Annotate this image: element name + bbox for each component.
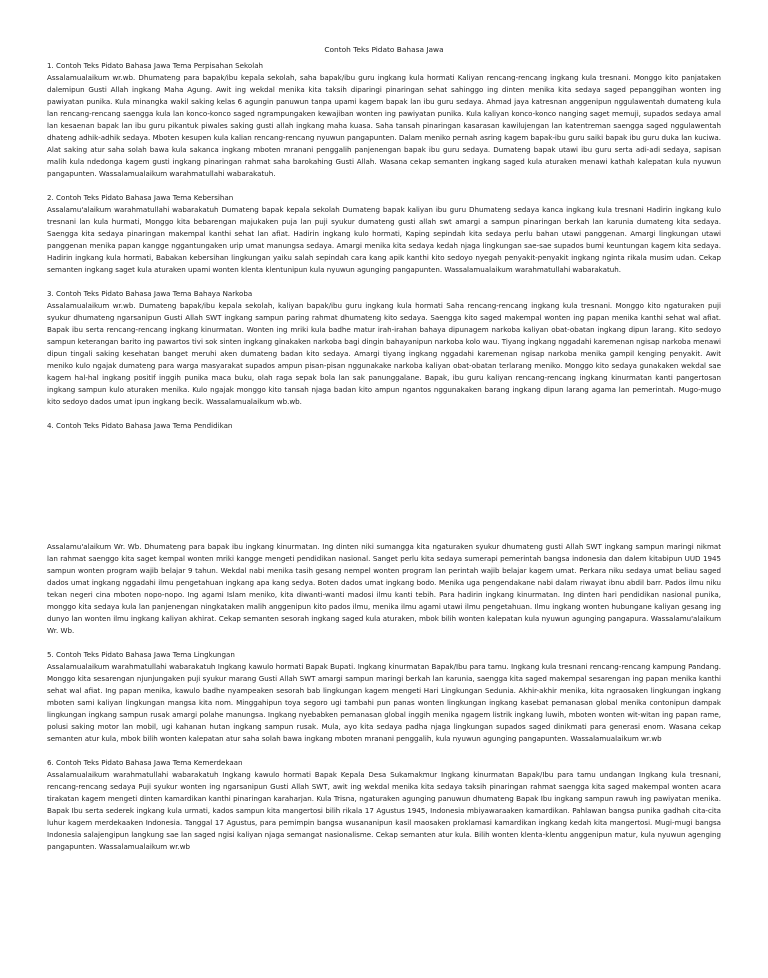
paragraph-gap [47, 180, 721, 192]
paragraph-gap [47, 637, 721, 649]
document-title: Contoh Teks Pidato Bahasa Jawa [324, 45, 444, 54]
paragraph-gap [47, 745, 721, 757]
section-body: Assalamualaikum wr.wb. Dumateng bapak/ibu kepala sekolah, kaliyan bapak/ibu guru ingkang kula hormati Saha rencang-rencang ingkang kula tresnani. Monggo kito ngaturaken puji syukur dhumateng ngarsanipun Gusti Allah SWT ingkang sampun paring rahmat dhumateng kito sedaya. Saengga kito saged makempal wonten ing papan menika kanthi sehat wal afiat. Bapak ibu serta rencang-rencang ingkang kinurmatan. Wonten ing mriki kula badhe matur irah-irahan bahaya dipunagem narkoba kaliyan obat-obatan ingkang dipun larang. Kito sedoyo sampun keterangan barito ing pawartos tivi sok sinten ingkang ginakaken narkoba bagi dingin bahayanipun narkoba kolo wau. Tiyang ingkang nggadahi karemenan ngisap narkoba menawi dipun tingali saking kesehatan banget meruhi aken dumateng badan kito sedaya. Amargi tiyang ingkang nggadahi karemenan ngisap narkoba menika gampil kenging penyakit. Awit meniko kulo ngajak dumateng para warga masyarakat supados ampun pisan-pisan nggunakake narkoba kaliyan obat-obatan terlarang meniko. Monggo kito sedaya gunakaken wekdal sae kagem hal-hal ingkang positif inggih punika maca buku, olah raga sepak bola lan sak panunggalane. Bapak, ibu guru kaliyan rencang-rencang ingkang kinurmatan kanti pangertosan ingkang sampun kulo aturaken menika. Kulo ngajak monggo kito tansah njaga badan kito ampun ngantos nggunakaken barang ingkang dipun larang agama lan pemerintah. Mugo-mugo kito sedoyo dados umat ipun ingkang becik. Wassalamualaikum wb.wb. [47, 301, 721, 406]
section-body: Assalamualaikum warahmatullahi wabarakatuh Ingkang kawulo hormati Bapak Kepala Desa Sukamakmur Ingkang kinurmatan Bapak/Ibu para tamu undangan Ingkang kula tresnani, rencang-rencang sedaya Puji syukur wonten ing ngarsanipun Gusti Allah SWT, awit ing wekdal menika kita sedaya taksih pinaringan rahmat saengga kita saged makempal wonten acara tirakatan kagem mengeti dinten kamardikan kanthi pinaringan karaharjan. Kula Trisna, ngaturaken agunging panuwun dhumateng Bapak Ibu ingkang sampun rawuh ing pawiyatan menika. Bapak Ibu serta sederek ingkang kula urmati, kados sampun kita mangertosi bilih rikala 17 Agustus 1945, Indonesia mbiyawaraaken kamardikan. Pahlawan bangsa punika gadhah cita-cita luhur kagem merdekaaken Indonesia. Tanggal 17 Agustus, para pemimpin bangsa wusananipun kasil maosaken proklamasi kamardikan ingkang kedah kita mangertosi. Mugi-mugi bangsa Indonesia salajengipun langkung sae lan saged ngisi kaliyan njaga semangat nasionalisme. Cekap semanten atur kula. Bilih wonten klenta-klentu anggenipun matur, kula nyuwun agenging pangapunten. Wassalamualaikum wr.wb [47, 770, 721, 851]
section-bahaya-narkoba [47, 288, 721, 408]
section-heading: 2. Contoh Teks Pidato Bahasa Jawa Tema Kebersihan [47, 193, 234, 202]
paragraph-gap [47, 408, 721, 420]
section-perpisahan-sekolah [47, 60, 721, 180]
section-lingkungan [47, 649, 721, 745]
section-body: Assalamualaikum warahmatullahi wabarakatuh Ingkang kawulo hormati Bapak Bupati. Ingkang kinurmatan Bapak/Ibu para tamu. Ingkang kula tresnani rencang-rencang kampung Pandang. Monggo kita sesarengan njunjungaken puji syukur marang Gusti Allah SWT amargi sampun maringi berkah lan karunia, saengga kita saged makempal sesarengan ing papan menika kanthi sehat wal afiat. Ing papan menika, kawulo badhe nyampeaken sesorah bab lingkungan kagem mengeti Hari Lingkungan Sedunia. Akhir-akhir menika, kita ngraosaken lingkungan ingkang mboten sami kaliyan lingkungan mangsa kita nom. Minggahipun toya segoro ugi tambahi pun panas wonten lingkungan ingkang kasebat pemanasan global menika contonipun dampak lingkungan ingkang sampun rusak amargi polahe manungsa. Ingkang nyebabken pemanasan global inggih menika ngagem listrik ingkang luwih, mboten wonten wit-witan ing papan rame, polusi saking motor lan mobil, ugi kahanan hutan ingkang sampun rusak. Mula, ayo kita sedaya padha njaga lingkungan supados saged dinikmati para generasi enom. Wasana cekap semanten atur kula, mbok bilih wonten kalepatan atur saha solah bawa ingkang mboten mranani penggalih, kula nyuwun agunging pangapunten. Wassalamualaikum wr.wb [47, 662, 721, 743]
section-heading: 3. Contoh Teks Pidato Bahasa Jawa Tema Bahaya Narkoba [47, 289, 253, 298]
section-heading: 1. Contoh Teks Pidato Bahasa Jawa Tema Perpisahan Sekolah [47, 61, 264, 70]
section-pendidikan [47, 420, 721, 637]
blank-space [47, 432, 721, 541]
paragraph-gap [47, 276, 721, 288]
section-kebersihan [47, 192, 721, 276]
section-body: Assalamu'alaikum Wr. Wb. Dhumateng para bapak ibu ingkang kinurmatan. Ing dinten niki sumangga kita ngaturaken syukur dhumateng gusti Allah SWT ingkang sampun maringi nikmat lan rahmat saenggo kita saget kempal wonten mriki kangge mengeti pendidikan nasional. Sanget perlu kita sedaya sumerapi pemerintah bangsa indonesia dan dalem kitabipun UUD 1945 sampun wonten program wajib belajar 9 tahun. Wekdal nabi menika tasih gesang nempel wonten program lan perintah wajib belajar kagem umat. Perkara niku sedaya umat beliau saged dados umat ingkang nggadahi ilmu pengetahuan ingkang apa kang sedya. Boten dados umat ingkang bodo. Menika uga pengendakane nabi dalam riwayat ibnu abdil barr. Pados ilmu niku tekan negeri cina mboten nopo-nopo. Ing agami Islam meniko, kita diwanti-wanti madosi ilmu kanti tebih. Para hadirin ingkang kinurmatan. Ing dinten hari pendidikan nasional punika, monggo kita sedaya kula lan panjenengan ningkataken malih anggenipun kito pados ilmu, menika ilmu agami utawi ilmu pengetahuan. Ilmu ingkang wonten hubungane kaliyan gesang ing dunyo lan wonten ilmu ingkang kaliyan akhirat. Cekap semanten sesorah ingkang saged kula aturaken, mbok bilih wonten kalepatan kula nyuwun agunging pangapura. Wassalamu'alaikum Wr. Wb. [47, 542, 721, 635]
section-heading: 6. Contoh Teks Pidato Bahasa Jawa Tema Kemerdekaan [47, 758, 243, 767]
section-heading: 5. Contoh Teks Pidato Bahasa Jawa Tema Lingkungan [47, 650, 235, 659]
section-body: Assalamualaikum wr.wb. Dhumateng para bapak/ibu kepala sekolah, saha bapak/ibu guru ingkang kula hormati Kaliyan rencang-rencang ingkang kula tresnani. Monggo kito panjataken dalemipun Gusti Allah ingkang Maha Agung. Awit ing wekdal menika kita taksih diparingi pinaringan sehat sahinggo ing dinten menika kita sedaya saged pepanggihan wonten ing pawiyatan punika. Kula minangka wakil saking kelas 6 agungin panuwun tanpa upami kagem bapak lan ibu guru sedaya. Ahmad jaya katresnan anggenipun nggulawentah dumateng kula lan rencang-rencang saengga kula lan konco-konco saged ngrampungaken kewajiban wonten ing pawiyatan punika. Kula kaliyan konco-konco nanging saget memuji, supados sedaya amal lan kesaenan bapak lan ibu guru pikantuk piwales saking gusti allah ingkang maha kuasa. Saha tansah pinaringan kasarasan kawilujengan lan katentreman saengga saged nggulawentah dhateng adhik-adhik sedaya. Mboten kesupen kula kalian rencang-rencang nyuwun pangapunten. Dalam meniko pernah asring kagem bapak-ibu guru saiki bapak ibu guru duka lan kuciwa. Alat saking atur saha solah bawa kula sakanca ingkang mboten mranani penggalih panjenengan bapak ibu guru sedaya. Dumateng bapak utawi ibu guru serta adi-adi sedaya, sapisan malih kula ndedonga kagem gusti ingkang pinaringan rahmat saha barokahing Gusti Allah. Wasana cekap semanten ingkang saged kula aturaken menawi kathah kalepatan kula nyuwun pangapunten. Wassalamualaikum warahmatullahi wabarakatuh. [47, 73, 721, 178]
section-kemerdekaan [47, 757, 721, 853]
section-heading: 4. Contoh Teks Pidato Bahasa Jawa Tema Pendidikan [47, 421, 233, 430]
section-body: Assalamu'alaikum warahmatullahi wabarakatuh Dumateng bapak kepala sekolah Dumateng bapak kaliyan ibu guru Dhumateng sedaya kanca ingkang kula tresnani Hadirin ingkang kulo tresnani lan kula hurmati, Monggo kita bebarengan majukaken puja lan puji syukur dumateng gusti allah swt amargi a sampun pinaringan berkah lan karunia dumateng kita sedaya. Saengga kita sedaya pinaringan makempal kanthi sehat lan afiat. Hadirin ingkang kulo hormati, Kaping sepindah kita sedaya perlu bahan utawi panggenan. Amargi lingkungan utawi panggenan menika papan kangge nggantungaken urip umat manungsa sedaya. Amargi menika kita sedaya kedah njaga lingkungan sae-sae supados bumi keuntungan kagem kita sedaya. Hadirin ingkang kula hormati, Babakan kebersihan lingkungan yaiku salah sepindah cara kang apik kanthi kito sedoyo nyegah penyakit-penyakit ingkang nginta rikala musim udan. Cekap semanten ingkang saget kula aturaken upami wonten klenta klentunipun kula nyuwun agunging pangapunten. Wassalamualaikum warahmatullahi wabarakatuh. [47, 205, 721, 274]
